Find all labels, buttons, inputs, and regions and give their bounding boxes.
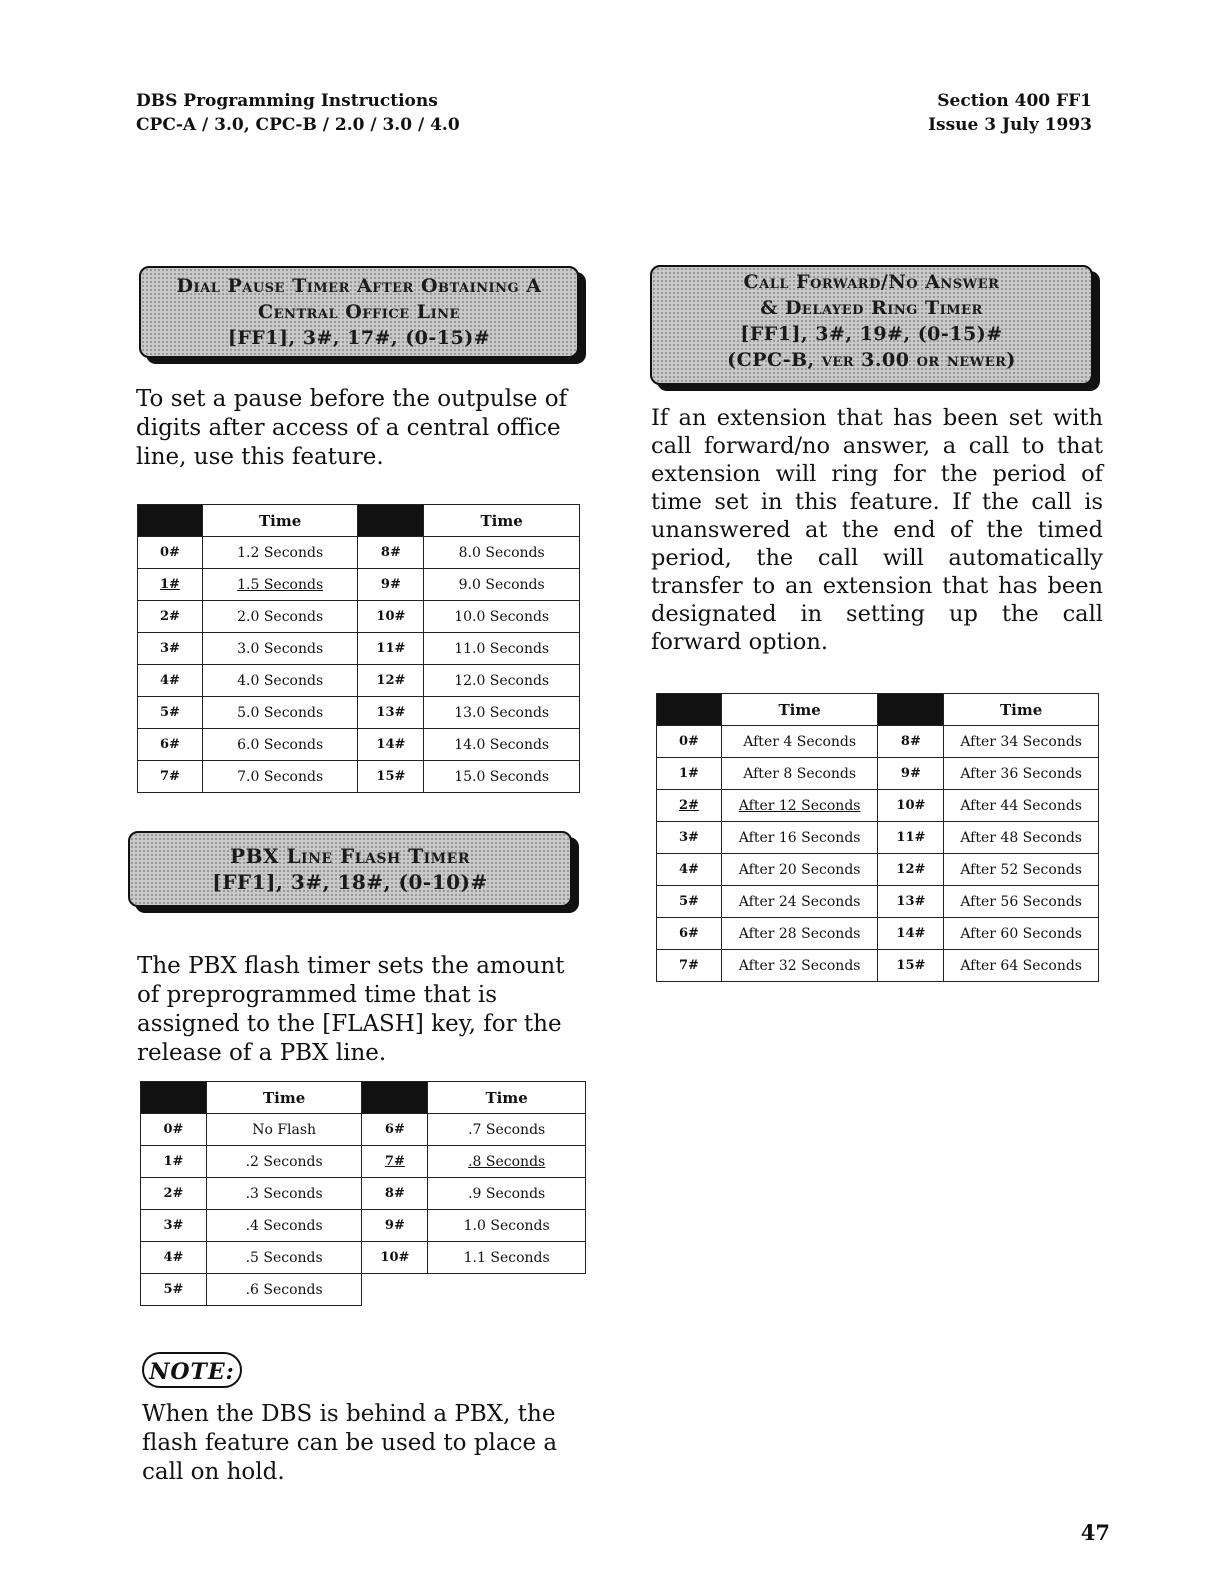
code-cell: 11# xyxy=(358,633,424,665)
note-text: When the DBS is behind a PBX, the flash feature can be used to place a call on hold. xyxy=(142,1401,558,1485)
time-cell: After 60 Seconds xyxy=(944,918,1099,950)
code-cell: 10# xyxy=(362,1242,428,1274)
table-row xyxy=(141,1210,586,1242)
header-left xyxy=(136,89,460,137)
time-cell: .5 Seconds xyxy=(206,1242,362,1274)
time-header: Time xyxy=(721,694,878,726)
time-cell: 8.0 Seconds xyxy=(424,537,580,569)
time-header: Time xyxy=(424,505,580,537)
time-cell: After 28 Seconds xyxy=(721,918,878,950)
table-header-row xyxy=(138,505,580,537)
code-cell: 14# xyxy=(358,729,424,761)
code-cell: 12# xyxy=(878,854,944,886)
call-forward-table xyxy=(656,693,1099,982)
time-cell: 1.5 Seconds xyxy=(202,569,358,601)
time-cell: 15.0 Seconds xyxy=(424,761,580,793)
table-header-row xyxy=(141,1082,586,1114)
code-cell: 4# xyxy=(657,854,722,886)
time-cell: 11.0 Seconds xyxy=(424,633,580,665)
time-cell: After 48 Seconds xyxy=(944,822,1099,854)
banner-line: & Delayed Ring Timer xyxy=(760,297,983,319)
code-cell: 5# xyxy=(657,886,722,918)
dial-pause-banner xyxy=(139,266,579,358)
time-cell: .3 Seconds xyxy=(206,1178,362,1210)
code-cell: 10# xyxy=(358,601,424,633)
code-cell: 9# xyxy=(878,758,944,790)
banner-line: [FF1], 3#, 17#, (0-15)# xyxy=(227,327,491,349)
header-blank xyxy=(657,694,722,726)
time-cell: After 12 Seconds xyxy=(721,790,878,822)
code-cell: 4# xyxy=(138,665,203,697)
time-header: Time xyxy=(428,1082,586,1114)
table-row xyxy=(141,1114,586,1146)
time-cell: .6 Seconds xyxy=(206,1274,362,1306)
banner-line: PBX Line Flash Timer xyxy=(230,844,470,868)
code-cell: 3# xyxy=(657,822,722,854)
empty-cell xyxy=(428,1274,586,1306)
code-cell: 2# xyxy=(141,1178,207,1210)
table-row xyxy=(138,569,580,601)
time-header: Time xyxy=(206,1082,362,1114)
table-row xyxy=(657,790,1099,822)
time-cell: 6.0 Seconds xyxy=(202,729,358,761)
dial-pause-description: To set a pause before the outpulse of digits after access of a central office line, use this feature. xyxy=(136,386,568,470)
time-cell: 1.1 Seconds xyxy=(428,1242,586,1274)
pbx-flash-banner xyxy=(128,831,572,907)
code-cell: 1# xyxy=(138,569,203,601)
code-cell: 1# xyxy=(141,1146,207,1178)
banner-line: Central Office Line xyxy=(258,301,460,323)
table-row xyxy=(657,758,1099,790)
code-cell: 3# xyxy=(138,633,203,665)
code-cell: 5# xyxy=(138,697,203,729)
time-cell: After 36 Seconds xyxy=(944,758,1099,790)
header-versions: CPC-A / 3.0, CPC-B / 2.0 / 3.0 / 4.0 xyxy=(136,115,460,135)
pbx-flash-table xyxy=(140,1081,586,1306)
time-cell: After 64 Seconds xyxy=(944,950,1099,982)
time-cell: After 16 Seconds xyxy=(721,822,878,854)
code-cell: 5# xyxy=(141,1274,207,1306)
time-cell: 1.2 Seconds xyxy=(202,537,358,569)
code-cell: 9# xyxy=(362,1210,428,1242)
code-cell: 1# xyxy=(657,758,722,790)
table-row xyxy=(141,1242,586,1274)
code-cell: 15# xyxy=(358,761,424,793)
time-header: Time xyxy=(202,505,358,537)
time-cell: After 44 Seconds xyxy=(944,790,1099,822)
table-row xyxy=(138,761,580,793)
table-row xyxy=(657,886,1099,918)
call-forward-description: If an extension that has been set with call forward/no answer, a call to that extension will ring for the period of time set in this feature. If the call is unanswered at the end of the timed period, the call will automatically transfer to an extension that has been designated in setting up the call forward option. xyxy=(651,405,1103,655)
time-cell: .7 Seconds xyxy=(428,1114,586,1146)
table-row xyxy=(141,1274,586,1306)
time-cell: After 4 Seconds xyxy=(721,726,878,758)
code-cell: 8# xyxy=(358,537,424,569)
page-number: 47 xyxy=(1080,1520,1110,1545)
table-row xyxy=(138,665,580,697)
code-cell: 15# xyxy=(878,950,944,982)
header-doc-title: DBS Programming Instructions xyxy=(136,91,438,111)
time-cell: 2.0 Seconds xyxy=(202,601,358,633)
time-cell: After 20 Seconds xyxy=(721,854,878,886)
header-blank xyxy=(358,505,424,537)
code-cell: 6# xyxy=(657,918,722,950)
code-cell: 13# xyxy=(878,886,944,918)
table-row xyxy=(657,854,1099,886)
time-cell: .2 Seconds xyxy=(206,1146,362,1178)
code-cell: 6# xyxy=(362,1114,428,1146)
code-cell: 0# xyxy=(138,537,203,569)
time-cell: After 52 Seconds xyxy=(944,854,1099,886)
empty-cell xyxy=(362,1274,428,1306)
table-row xyxy=(138,537,580,569)
time-cell: 7.0 Seconds xyxy=(202,761,358,793)
code-cell: 0# xyxy=(657,726,722,758)
banner-line: Call Forward/No Answer xyxy=(743,271,1000,293)
code-cell: 11# xyxy=(878,822,944,854)
banner-line: [FF1], 3#, 18#, (0-10)# xyxy=(212,870,488,894)
banner-line: (CPC-B, ver 3.00 or newer) xyxy=(727,349,1016,371)
time-cell: After 24 Seconds xyxy=(721,886,878,918)
time-cell: 1.0 Seconds xyxy=(428,1210,586,1242)
table-row xyxy=(138,633,580,665)
time-cell: 3.0 Seconds xyxy=(202,633,358,665)
code-cell: 14# xyxy=(878,918,944,950)
code-cell: 2# xyxy=(138,601,203,633)
code-cell: 13# xyxy=(358,697,424,729)
code-cell: 7# xyxy=(138,761,203,793)
code-cell: 7# xyxy=(657,950,722,982)
header-issue: Issue 3 July 1993 xyxy=(928,115,1092,135)
code-cell: 8# xyxy=(878,726,944,758)
table-row xyxy=(138,697,580,729)
pbx-flash-description: The PBX flash timer sets the amount of preprogrammed time that is assigned to the [FLASH] key, for the release of a PBX line. xyxy=(137,953,565,1066)
header-blank xyxy=(138,505,203,537)
call-forward-banner xyxy=(650,265,1093,385)
header-right xyxy=(928,89,1092,137)
code-cell: 2# xyxy=(657,790,722,822)
header-blank xyxy=(362,1082,428,1114)
header-blank xyxy=(878,694,944,726)
table-row xyxy=(138,729,580,761)
time-cell: 9.0 Seconds xyxy=(424,569,580,601)
table-row xyxy=(657,726,1099,758)
table-row xyxy=(657,918,1099,950)
time-cell: 14.0 Seconds xyxy=(424,729,580,761)
time-cell: 12.0 Seconds xyxy=(424,665,580,697)
time-cell: .9 Seconds xyxy=(428,1178,586,1210)
time-cell: After 56 Seconds xyxy=(944,886,1099,918)
time-cell: 10.0 Seconds xyxy=(424,601,580,633)
table-row xyxy=(141,1178,586,1210)
code-cell: 8# xyxy=(362,1178,428,1210)
time-cell: After 32 Seconds xyxy=(721,950,878,982)
time-cell: .4 Seconds xyxy=(206,1210,362,1242)
time-cell: 5.0 Seconds xyxy=(202,697,358,729)
code-cell: 7# xyxy=(362,1146,428,1178)
time-cell: No Flash xyxy=(206,1114,362,1146)
header-section: Section 400 FF1 xyxy=(937,91,1092,111)
time-cell: 13.0 Seconds xyxy=(424,697,580,729)
banner-line: Dial Pause Timer After Obtaining A xyxy=(176,275,542,297)
table-row xyxy=(138,601,580,633)
code-cell: 12# xyxy=(358,665,424,697)
time-cell: After 34 Seconds xyxy=(944,726,1099,758)
time-cell: 4.0 Seconds xyxy=(202,665,358,697)
time-cell: .8 Seconds xyxy=(428,1146,586,1178)
note-label: NOTE: xyxy=(142,1352,242,1388)
table-row xyxy=(657,822,1099,854)
table-row xyxy=(141,1146,586,1178)
code-cell: 3# xyxy=(141,1210,207,1242)
table-header-row xyxy=(657,694,1099,726)
code-cell: 0# xyxy=(141,1114,207,1146)
time-cell: After 8 Seconds xyxy=(721,758,878,790)
code-cell: 9# xyxy=(358,569,424,601)
code-cell: 6# xyxy=(138,729,203,761)
code-cell: 4# xyxy=(141,1242,207,1274)
code-cell: 10# xyxy=(878,790,944,822)
dial-pause-table xyxy=(137,504,580,793)
banner-line: [FF1], 3#, 19#, (0-15)# xyxy=(740,323,1003,345)
header-blank xyxy=(141,1082,207,1114)
time-header: Time xyxy=(944,694,1099,726)
table-row xyxy=(657,950,1099,982)
